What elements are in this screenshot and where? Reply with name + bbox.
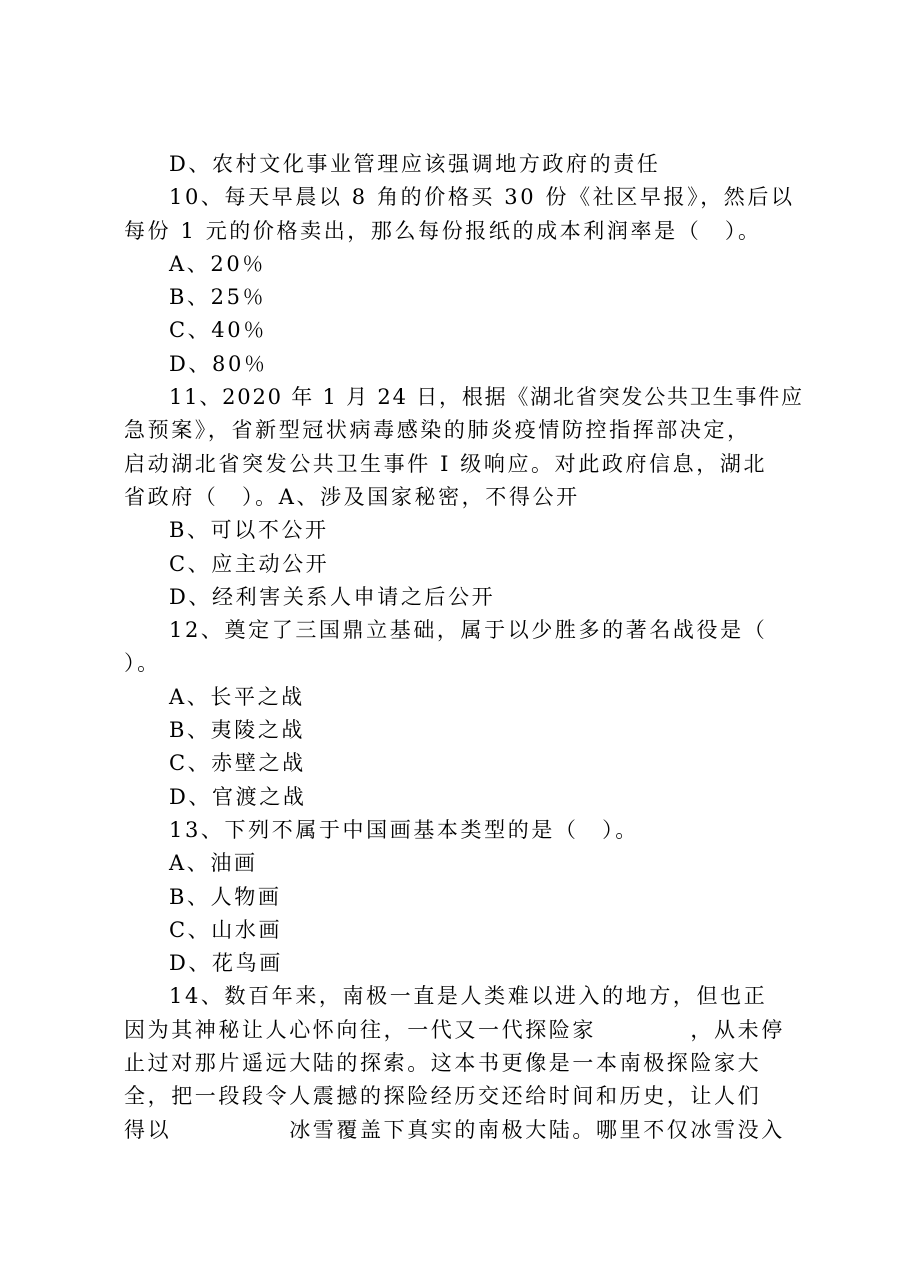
text-line: C、应主动公开 [169, 551, 330, 576]
text-line: 10、每天早晨以 8 角的价格买 30 份《社区早报》，然后以 [169, 185, 795, 210]
text-line: B、可以不公开 [169, 518, 329, 543]
text-line: A、20％ [169, 251, 266, 276]
document-body [124, 148, 804, 1147]
text-line: B、人物画 [169, 884, 282, 909]
text-line: 12、奠定了三国鼎立基础，属于以少胜多的著名战役是（ [169, 618, 768, 643]
text-line: B、夷陵之战 [169, 718, 306, 743]
text-line: A、油画 [169, 851, 258, 876]
text-line: 每份 1 元的价格卖出，那么每份报纸的成本利润率是（ ）。 [124, 218, 762, 243]
text-line: 得以 冰雪覆盖下真实的南极大陆。哪里不仅冰雪没入 [124, 1117, 785, 1142]
text-line: C、赤壁之战 [169, 751, 306, 776]
text-line: C、山水画 [169, 917, 283, 942]
text-line: 14、数百年来，南极一直是人类难以进入的地方，但也正 [169, 984, 768, 1009]
text-line: 13、下列不属于中国画基本类型的是（ ）。 [169, 817, 639, 842]
text-line: D、农村文化事业管理应该强调地方政府的责任 [169, 152, 661, 176]
text-line: 启动湖北省突发公共卫生事件 I 级响应。对此政府信息，湖北 [124, 451, 768, 476]
text-line: 11、2020 年 1 月 24 日，根据《湖北省突发公共卫生事件应 [169, 385, 804, 410]
text-line: D、经利害关系人申请之后公开 [169, 584, 496, 609]
text-line: ）。 [124, 651, 161, 676]
text-line: D、花鸟画 [169, 951, 283, 976]
text-line: A、长平之战 [169, 684, 305, 709]
text-line: C、40％ [169, 318, 267, 343]
text-line: 急预案》，省新型冠状病毒感染的肺炎疫情防控指挥部决定， [124, 418, 751, 443]
text-line: 全，把一段段令人震撼的探险经历交还给时间和历史，让人们 [124, 1084, 762, 1109]
text-line: B、25％ [169, 285, 267, 310]
text-line: 止过对那片遥远大陆的探索。这本书更像是一本南极探险家大 [124, 1051, 762, 1076]
text-line: 因为其神秘让人心怀向往，一代又一代探险家 ，从未停 [124, 1017, 785, 1042]
text-line: D、80％ [169, 351, 268, 376]
text-line: D、官渡之战 [169, 784, 307, 809]
text-line: 省政府（ ）。A、涉及国家秘密，不得公开 [124, 484, 580, 509]
